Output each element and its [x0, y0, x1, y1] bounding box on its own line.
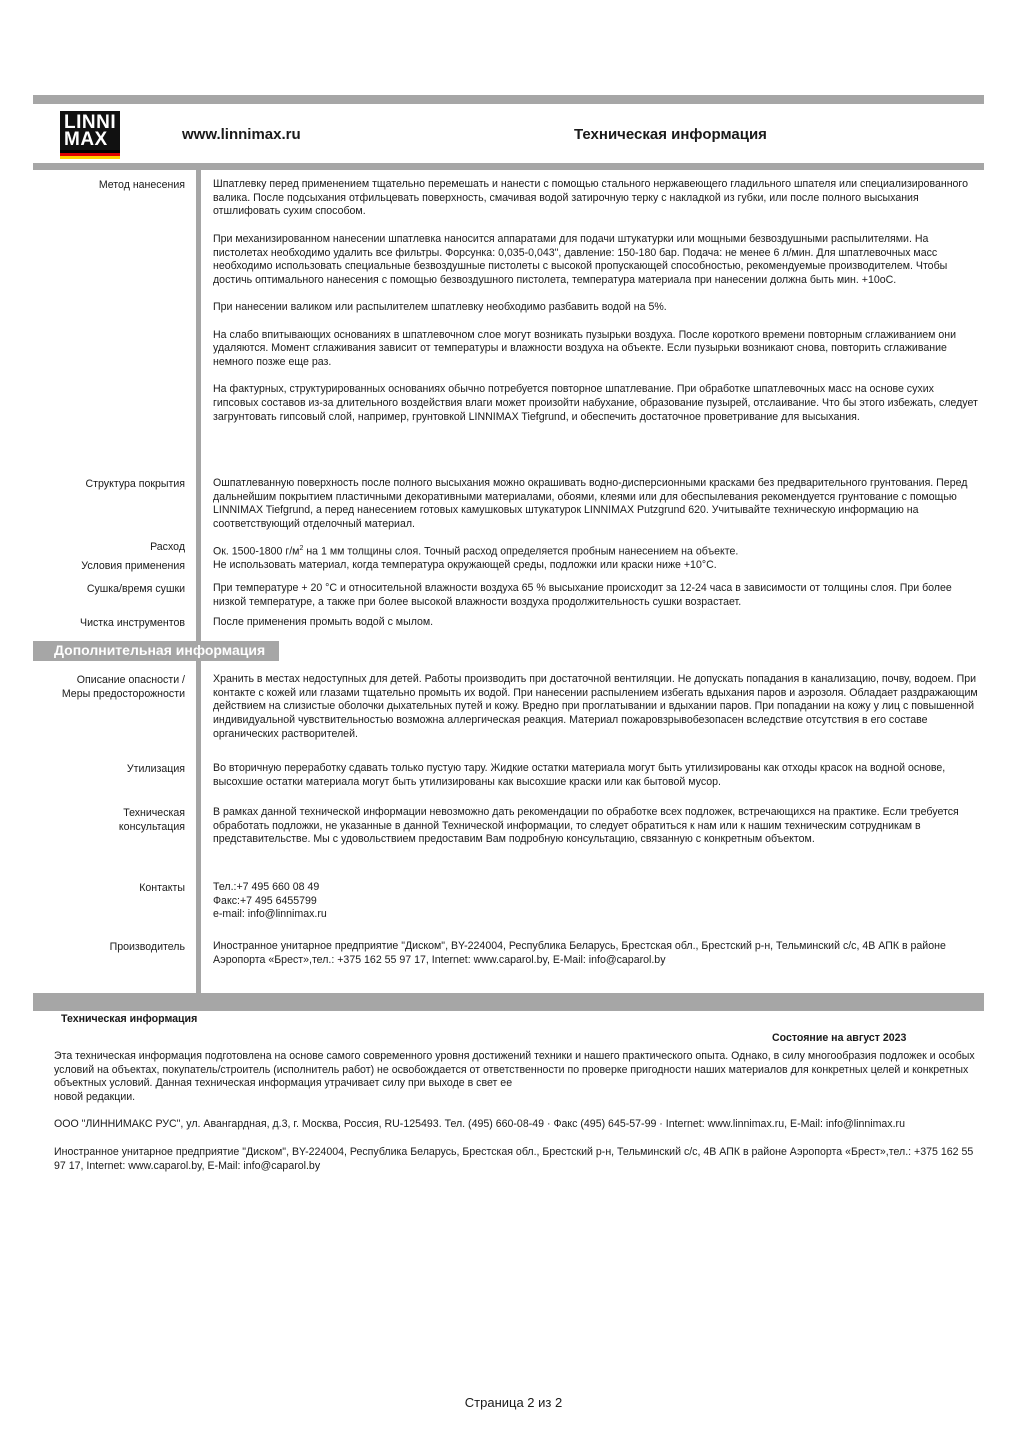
footer-title: Техническая информация [61, 1013, 198, 1025]
contact-email[interactable]: e-mail: info@linnimax.ru [213, 908, 327, 921]
label-manufacturer: Производитель [109, 941, 185, 953]
linnimax-logo: LINNI MAX [60, 111, 120, 159]
label-hazard: Описание опасности / Меры предосторожности [61, 674, 185, 700]
label-conditions: Условия применения [81, 560, 185, 572]
method-paragraph: На фактурных, структурированных основаниях обычно потребуется повторное шпатлевание. При обработке шпатлевочных масс на основе сухих гипсовых составов из-за длительного воздействия влаги может произойти набухание, образование пузырей, отслаивание. Что бы этого избежать, следует загрунтовать гипсовый слой, например, грунтовкой LINNIMAX Tiefgrund, и обеспечить достаточное проветривание для высыхания. [213, 383, 978, 423]
contact-fax: Факс:+7 495 6455799 [213, 894, 317, 907]
method-paragraph: На слабо впитывающих основаниях в шпатлевочном слое могут возникать пузырьки воздуха. После короткого времени повторным сглаживанием они удаляются. Момент сглаживания зависит от температуры и влажности воздуха на объекте. Если пузырьки возникают снова, повторить сглаживание немного позже еще раз. [213, 328, 957, 369]
label-structure: Структура покрытия [85, 478, 185, 490]
header-title: Техническая информация [574, 126, 767, 143]
label-method: Метод нанесения [98, 179, 185, 191]
footer-company-ru: ООО "ЛИННИМАКС РУС", ул. Авангардная, д.3, г. Москва, Россия, RU-125493. Тел. (495) 660-08-49 · Факс (495) 645-57-99 · Internet: www.linnimax.ru, E-Mail: info@linnimax.ru [54, 1118, 905, 1130]
page-number: Страница 2 из 2 [464, 1395, 563, 1410]
label-disposal: Утилизация [126, 763, 185, 775]
text-structure: Ошпатлеванную поверхность после полного высыхания можно окрашивать водно-дисперсионными красками без предварительного грунтования. Перед дальнейшим покрытием пластичными декоративными материалами, обоями, клеями или для обеспылевания рекомендуется грунтование с помощью LINNIMAX Tiefgrund, а перед нанесением готовых камушковых штукатурок LINNIMAX Putzgrund 620. Учитывайте техническую информацию на соответствующий отделочный материал. [213, 477, 968, 531]
method-paragraph: При механизированном нанесении шпатлевка наносится аппаратами для подачи штукатурки или мощными безвоздушными распылителями. На пистолетах необходимо удалить все фильтры. Форсунка: 0,035-0,043", давление: 150-180 бар. Подача: не менее 6 л/мин. Для шпатлевочных масс необходимо использовать специальные безвоздушные пистолеты с высокой пропускающей способностью, рекомендуемые производителем. Чтобы достичь оптимального нанесения с помощью безвоздушного пистолета, температура материала при нанесении должна быть мин. +10оС. [213, 232, 948, 286]
label-contacts: Контакты [139, 882, 185, 894]
top-divider-bar [33, 95, 984, 104]
footer-company-by: Иностранное унитарное предприятие "Диском", BY-224004, Республика Беларусь, Брестская обл., Брестский р-н, Тельминский с/с, 4В АПК в районе Аэропорта «Брест»,тел.: +375 162 55 97 17, Internet: www.caparol.by, E-Mail: info@caparol.by [54, 1146, 974, 1172]
text-method [213, 178, 979, 438]
contact-phone: Тел.:+7 495 660 08 49 [213, 881, 320, 893]
text-consultation: В рамках данной технической информации невозможно дать рекомендации по обработке всех подложек, встречающихся на практике. Если требуется обработать подложки, не указанные в данной Технической информации, то следует обратиться к нам или к нашим техническим сотрудникам в представительстве. Мы с удовольствием предоставим Вам подробную консультацию, связанную с конкретным объектом. [213, 806, 959, 846]
text-hazard: Хранить в местах недоступных для детей. Работы производить при достаточной вентиляции. Не допускать попадания в канализацию, почву, водоем. При контакте с кожей или глазами тщательно промыть их водой. При нанесении распылением избегать вдыхания паров и аэрозоля. Обладает раздражающим действием на слизистые оболочки дыхательных путей и кожу. Вредно при проглатывании и вдыхании паров. При попадании на кожу у лиц с повышенной индивидуальной чувствительностью возможна аллергическая реакция. Материал пожаровзрывобезопасен вследствие отсутствия в его составе органических растворителей. [213, 673, 978, 740]
text-contacts [213, 881, 979, 922]
label-drying: Сушка/время сушки [86, 583, 185, 595]
text-cleaning: После применения промыть водой с мылом. [213, 616, 434, 628]
label-column-divider [196, 170, 201, 993]
footer-status: Состояние на август 2023 [772, 1032, 907, 1044]
method-paragraph: При нанесении валиком или распылителем шпатлевку необходимо разбавить водой на 5%. [213, 301, 667, 314]
text-manufacturer: Иностранное унитарное предприятие "Диском", BY-224004, Республика Беларусь, Брестская обл., Брестский р-н, Тельминский с/с, 4В АПК в районе Аэропорта «Брест»,тел.: +375 162 55 97 17, Internet: www.caparol.by, E-Mail: info@caparol.by [213, 940, 946, 966]
text-consumption: Ок. 1500-1800 $г/м^2$ на 1 мм толщины слоя. Точный расход определяется пробным нанесением на объекте. [213, 545, 739, 558]
label-consumption: Расход [150, 541, 185, 553]
header-website[interactable]: www.linnimax.ru [182, 126, 301, 143]
text-disposal: Во вторичную переработку сдавать только пустую тару. Жидкие остатки материала могут быть утилизированы как отходы красок на водной основе, высохшие остатки материала могут быть утилизированы как высохшие краски или как бытовой мусор. [213, 762, 946, 788]
flag-stripes [60, 150, 120, 159]
section-title: Дополнительная информация [54, 642, 266, 658]
footer-disclaimer: Эта техническая информация подготовлена на основе самого современного уровня достижений техники и нашего практического опыта. Однако, в силу многообразия подложек и особых условий на объектах, покупатель/строитель (исполнитель работ) не освобождается от ответственности по проверке пригодности наших материалов для конкретных целей и конкретных объектных условий. Данная техническая информация утрачивает силу при выходе в свет ее новой редакции. [54, 1050, 975, 1104]
bottom-divider-bar [33, 993, 984, 1011]
method-paragraph: Шпатлевку перед применением тщательно перемешать и нанести с помощью стального нержавеющего гладильного шпателя или специализированного валика. После подсыхания отфильцевать поверхность, смачивая водой затирочную терку с накладкой из губки, или после полного высыхания отшлифовать сухим способом. [213, 178, 968, 218]
text-conditions: Не использовать материал, когда температура окружающей среды, подложки или краски ниже +10°С. [213, 559, 717, 571]
header-bottom-bar [33, 163, 984, 170]
text-drying: При температуре + 20 °С и относительной влажности воздуха 65 % высыхание происходит за 12-24 часа в зависимости от толщины слоя. При более низкой температуре, а также при более высокой влажности воздуха продолжительность сушки возрастает. [213, 582, 952, 608]
label-consultation: Техническая консультация [118, 807, 185, 833]
label-cleaning: Чистка инструментов [80, 617, 185, 629]
